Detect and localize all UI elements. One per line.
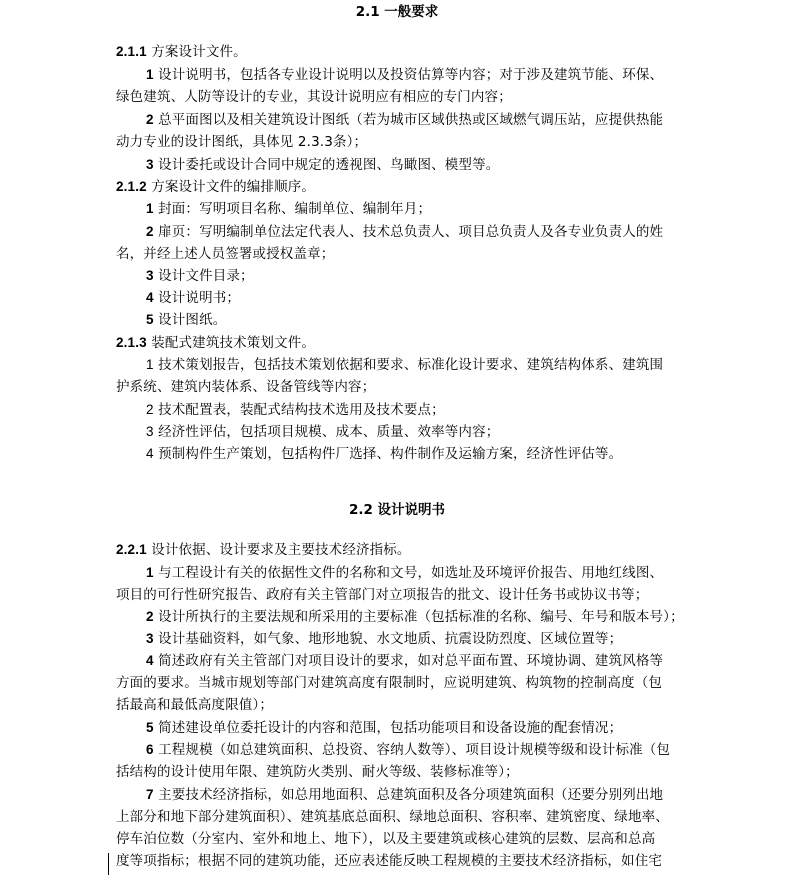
clause-2-2-1-item-1: 1 与工程设计有关的依据性文件的名称和文号，如选址及环境评价报告、用地红线图、 — [146, 565, 664, 581]
clause-2-1-2: 2.1.2 方案设计文件的编排顺序。 — [116, 179, 316, 195]
clause-2-2-1-item-7-cont-1: 上部分和地下部分建筑面积）、建筑基底总面积、绿地总面积、容积率、建筑密度、绿地率、 — [116, 809, 669, 825]
clause-2-2-1-item-7: 7 主要技术经济指标，如总用地面积、总建筑面积及各分项建筑面积（还要分别列出地 — [146, 787, 664, 803]
section-heading-2-2: 2.2 设计说明书 — [348, 502, 446, 518]
clause-2-2-1-item-4: 4 简述政府有关主管部门对项目设计的要求，如对总平面布置、环境协调、建筑风格等 — [146, 653, 664, 669]
clause-2-2-1-item-4-cont-2: 括最高和最低高度限值）； — [116, 697, 274, 713]
text-cursor-marker — [108, 853, 109, 875]
clause-2-1-1: 2.1.1 方案设计文件。 — [116, 44, 247, 60]
clause-2-1-2-item-5: 5 设计图纸。 — [146, 312, 227, 328]
clause-2-2-1-item-5: 5 简述建设单位委托设计的内容和范围，包括功能项目和设备设施的配套情况； — [146, 720, 623, 736]
clause-2-2-1-item-6: 6 工程规模（如总建筑面积、总投资、容纳人数等）、项目设计规模等级和设计标准（包 — [146, 742, 671, 758]
clause-2-2-1-item-2: 2 设计所执行的主要法规和所采用的主要标准（包括标准的名称、编号、年号和版本号）； — [146, 609, 684, 625]
clause-2-2-1: 2.2.1 设计依据、设计要求及主要技术经济指标。 — [116, 542, 411, 558]
clause-2-1-1-item-2-cont: 动力专业的设计图纸，具体见 2.3.3条）； — [116, 134, 368, 150]
clause-2-1-3: 2.1.3 装配式建筑技术策划文件。 — [116, 335, 316, 351]
clause-2-1-3-item-1-cont: 护系统、建筑内装体系、设备管线等内容； — [116, 379, 376, 395]
clause-2-2-1-item-6-cont: 括结构的设计使用年限、建筑防火类别、耐火等级、装修标准等）； — [116, 764, 519, 780]
clause-2-1-2-item-2-cont: 名，并经上述人员签署或授权盖章； — [116, 246, 335, 262]
clause-2-2-1-item-3: 3 设计基础资料，如气象、地形地貌、水文地质、抗震设防烈度、区域位置等； — [146, 631, 623, 647]
clause-2-1-3-item-3: 3 经济性评估，包括项目规模、成本、质量、效率等内容； — [146, 424, 500, 440]
clause-2-1-1-item-1-cont: 绿色建筑、人防等设计的专业，其设计说明应有相应的专门内容； — [116, 89, 512, 105]
clause-2-1-1-item-3: 3 设计委托或设计合同中规定的透视图、鸟瞰图、模型等。 — [146, 157, 500, 173]
clause-2-1-3-item-2: 2 技术配置表，装配式结构技术选用及技术要点； — [146, 402, 445, 418]
clause-2-2-1-item-7-cont-3: 度等项指标；根据不同的建筑功能，还应表述能反映工程规模的主要技术经济指标，如住宅 — [116, 853, 662, 869]
clause-2-1-1-item-2: 2 总平面图以及相关建筑设计图纸（若为城市区域供热或区域燃气调压站，应提供热能 — [146, 112, 664, 128]
clause-2-1-2-item-1: 1 封面：写明项目名称、编制单位、编制年月； — [146, 201, 432, 217]
clause-2-1-1-item-1: 1 设计说明书，包括各专业设计说明以及投资估算等内容；对于涉及建筑节能、环保、 — [146, 67, 664, 83]
clause-2-1-3-item-1: 1 技术策划报告，包括技术策划依据和要求、标准化设计要求、建筑结构体系、建筑围 — [146, 357, 664, 373]
clause-2-1-2-item-4: 4 设计说明书； — [146, 290, 241, 306]
clause-2-1-2-item-3: 3 设计文件目录； — [146, 268, 254, 284]
section-heading-2-1: 2.1 一般要求 — [355, 4, 439, 20]
clause-2-2-1-item-7-cont-2: 停车泊位数（分室内、室外和地上、地下），以及主要建筑或核心建筑的层数、层高和总高 — [116, 831, 656, 847]
clause-2-2-1-item-4-cont-1: 方面的要求。当城市规划等部门对建筑高度有限制时，应说明建筑、构筑物的控制高度（包 — [116, 675, 662, 691]
clause-2-1-3-item-4: 4 预制构件生产策划，包括构件厂选择、构件制作及运输方案，经济性评估等。 — [146, 446, 623, 462]
clause-2-1-2-item-2: 2 扉页：写明编制单位法定代表人、技术总负责人、项目总负责人及各专业负责人的姓 — [146, 224, 664, 240]
clause-2-2-1-item-1-cont: 项目的可行性研究报告、政府有关主管部门对立项报告的批文、设计任务书或协议书等； — [116, 587, 649, 603]
